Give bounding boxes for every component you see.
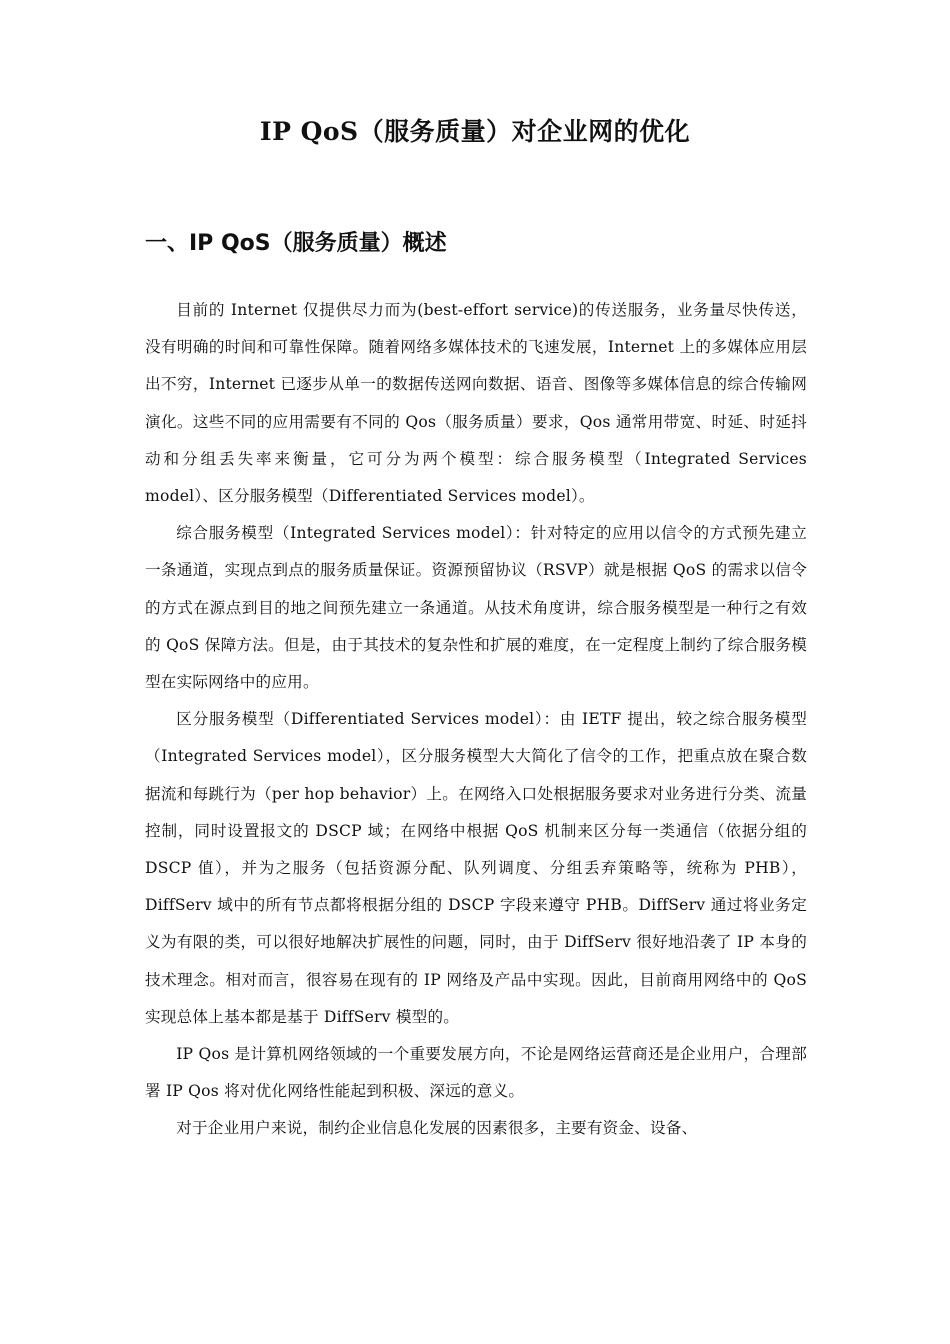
body-text: [145, 292, 807, 1148]
document-title: IP QoS（服务质量）对企业网的优化: [259, 117, 691, 146]
paragraph-overview: 目前的 Internet 仅提供尽力而为(best-effort service)的传送服务，业务量尽快传送，没有明确的时间和可靠性保障。随着网络多媒体技术的飞速发展，Internet 上的多媒体应用层出不穷，Internet 已逐步从单一的数据传送网向数据、语音、图像等多媒体信息的综合传输网演化。这些不同的应用需要有不同的 Qos（服务质量）要求，Qos 通常用带宽、时延、时延抖动和分组丢失率来衡量，它可分为两个模型：综合服务模型（Integrated Services model）、区分服务模型（Differentiated Services model）。: [145, 301, 807, 506]
paragraph-diffserv: 区分服务模型（Differentiated Services model）：由 IETF 提出，较之综合服务模型（Integrated Services model），区分服务模型大大简化了信令的工作，把重点放在聚合数据流和每跳行为（per hop behavior）上。在网络入口处根据服务要求对业务进行分类、流量控制，同时设置报文的 DSCP 域；在网络中根据 QoS 机制来区分每一类通信（依据分组的 DSCP 值），并为之服务（包括资源分配、队列调度、分组丢弃策略等，统称为 PHB），DiffServ 域中的所有节点都将根据分组的 DSCP 字段来遵守 PHB。DiffServ 通过将业务定义为有限的类，可以很好地解决扩展性的问题，同时，由于 DiffServ 很好地沿袭了 IP 本身的技术理念。相对而言，很容易在现有的 IP 网络及产品中实现。因此，目前商用网络中的 QoS 实现总体上基本都是基于 DiffServ 模型的。: [145, 710, 807, 1026]
paragraph-ip-qos-importance: IP Qos 是计算机网络领域的一个重要发展方向，不论是网络运营商还是企业用户，合理部署 IP Qos 将对优化网络性能起到积极、深远的意义。: [145, 1045, 807, 1101]
section-heading: 一、IP QoS（服务质量）概述: [145, 231, 447, 256]
paragraph-enterprise: 对于企业用户来说，制约企业信息化发展的因素很多，主要有资金、设备、: [176, 1119, 698, 1138]
paragraph-intserv: 综合服务模型（Integrated Services model）：针对特定的应用以信令的方式预先建立一条通道，实现点到点的服务质量保证。资源预留协议（RSVP）就是根据 QoS 的需求以信令的方式在源点到目的地之间预先建立一条通道。从技术角度讲，综合服务模型是一种行之有效的 QoS 保障方法。但是，由于其技术的复杂性和扩展的难度，在一定程度上制约了综合服务模型在实际网络中的应用。: [145, 524, 807, 692]
